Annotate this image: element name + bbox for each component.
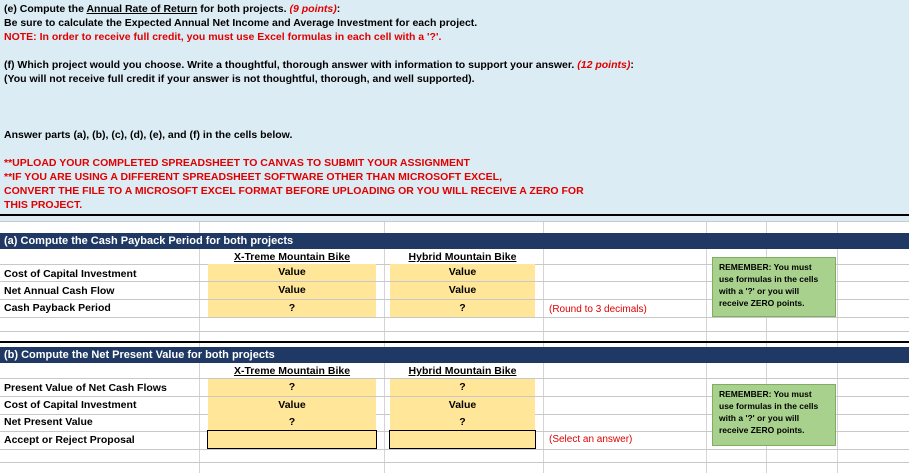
points-f: (12 points) bbox=[577, 59, 631, 71]
xtreme-cost-of-capital-b-cell[interactable]: Value bbox=[208, 397, 376, 414]
upload-line-4: THIS PROJECT. bbox=[4, 199, 83, 211]
answer-parts-text: Answer parts (a), (b), (c), (d), (e), and (f) in the cells below. bbox=[4, 129, 293, 141]
upload-line-3: CONVERT THE FILE TO A MICROSOFT EXCEL FORMAT BEFORE UPLOADING OR YOU WILL RECEIVE A ZERO FOR bbox=[4, 185, 584, 197]
row-line bbox=[0, 449, 909, 450]
xtreme-accept-reject-select[interactable] bbox=[207, 430, 377, 449]
section-a-title: (a) Compute the Cash Payback Period for both projects bbox=[4, 235, 294, 247]
hybrid-npv-cell[interactable]: ? bbox=[390, 414, 535, 431]
section-b-header bbox=[0, 347, 909, 363]
section-b-col-xtreme: X-Treme Mountain Bike bbox=[233, 365, 351, 377]
row-label-pv-net-cash-flows: Present Value of Net Cash Flows bbox=[4, 382, 167, 394]
upload-line-2: **IF YOU ARE USING A DIFFERENT SPREADSHEET SOFTWARE OTHER THAN MICROSOFT EXCEL, bbox=[4, 171, 503, 183]
xtreme-net-annual-cash-flow-cell[interactable]: Value bbox=[208, 282, 376, 299]
hybrid-pv-cash-flows-cell[interactable]: ? bbox=[390, 379, 535, 396]
row-line bbox=[0, 317, 909, 318]
instruction-f-line1: (f) Which project would you choose. Write a thoughtful, thorough answer with information to support your answer. (12 points): bbox=[4, 59, 634, 71]
points-e: (9 points) bbox=[289, 3, 337, 15]
divider-b bbox=[0, 341, 909, 343]
row-label-net-annual-cash-flow: Net Annual Cash Flow bbox=[4, 285, 115, 297]
xtreme-cash-payback-cell[interactable]: ? bbox=[208, 300, 376, 317]
row-label-cost-of-capital-b: Cost of Capital Investment bbox=[4, 399, 137, 411]
row-label-net-present-value: Net Present Value bbox=[4, 416, 93, 428]
xtreme-cost-of-capital-cell[interactable]: Value bbox=[208, 264, 376, 281]
row-line bbox=[0, 331, 909, 332]
row-label-cost-of-capital: Cost of Capital Investment bbox=[4, 268, 137, 280]
row-line bbox=[0, 221, 909, 222]
section-b-title: (b) Compute the Net Present Value for both projects bbox=[4, 349, 275, 361]
divider-top bbox=[0, 214, 909, 216]
row-line bbox=[0, 462, 909, 463]
round-note: (Round to 3 decimals) bbox=[549, 304, 647, 315]
instruction-e-line2: Be sure to calculate the Expected Annual Net Income and Average Investment for each project. bbox=[4, 17, 478, 29]
hybrid-accept-reject-select[interactable] bbox=[389, 430, 536, 449]
section-a-reminder-box: REMEMBER: You must use formulas in the cells with a '?' or you will receive ZERO points. bbox=[712, 257, 836, 317]
xtreme-pv-cash-flows-cell[interactable]: ? bbox=[208, 379, 376, 396]
hybrid-cash-payback-cell[interactable]: ? bbox=[390, 300, 535, 317]
instruction-e-note: NOTE: In order to receive full credit, you must use Excel formulas in each cell with a '?'. bbox=[4, 31, 442, 43]
row-label-cash-payback-period: Cash Payback Period bbox=[4, 302, 111, 314]
section-a-header bbox=[0, 233, 909, 249]
instruction-e-line1: (e) Compute the Annual Rate of Return for both projects. (9 points): bbox=[4, 3, 341, 15]
upload-line-1: **UPLOAD YOUR COMPLETED SPREADSHEET TO CANVAS TO SUBMIT YOUR ASSIGNMENT bbox=[4, 157, 470, 169]
xtreme-npv-cell[interactable]: ? bbox=[208, 414, 376, 431]
section-b-col-hybrid: Hybrid Mountain Bike bbox=[408, 365, 517, 377]
section-a-col-hybrid: Hybrid Mountain Bike bbox=[408, 251, 517, 263]
section-a-col-xtreme: X-Treme Mountain Bike bbox=[233, 251, 351, 263]
hybrid-cost-of-capital-cell[interactable]: Value bbox=[390, 264, 535, 281]
hybrid-net-annual-cash-flow-cell[interactable]: Value bbox=[390, 282, 535, 299]
row-label-accept-reject: Accept or Reject Proposal bbox=[4, 434, 135, 446]
hybrid-cost-of-capital-b-cell[interactable]: Value bbox=[390, 397, 535, 414]
select-answer-note: (Select an answer) bbox=[549, 434, 633, 445]
instruction-f-line2: (You will not receive full credit if your answer is not thoughtful, thorough, and well supported). bbox=[4, 73, 475, 85]
section-b-reminder-box: REMEMBER: You must use formulas in the cells with a '?' or you will receive ZERO points. bbox=[712, 384, 836, 446]
annual-rate-of-return-text: Annual Rate of Return bbox=[86, 3, 198, 15]
